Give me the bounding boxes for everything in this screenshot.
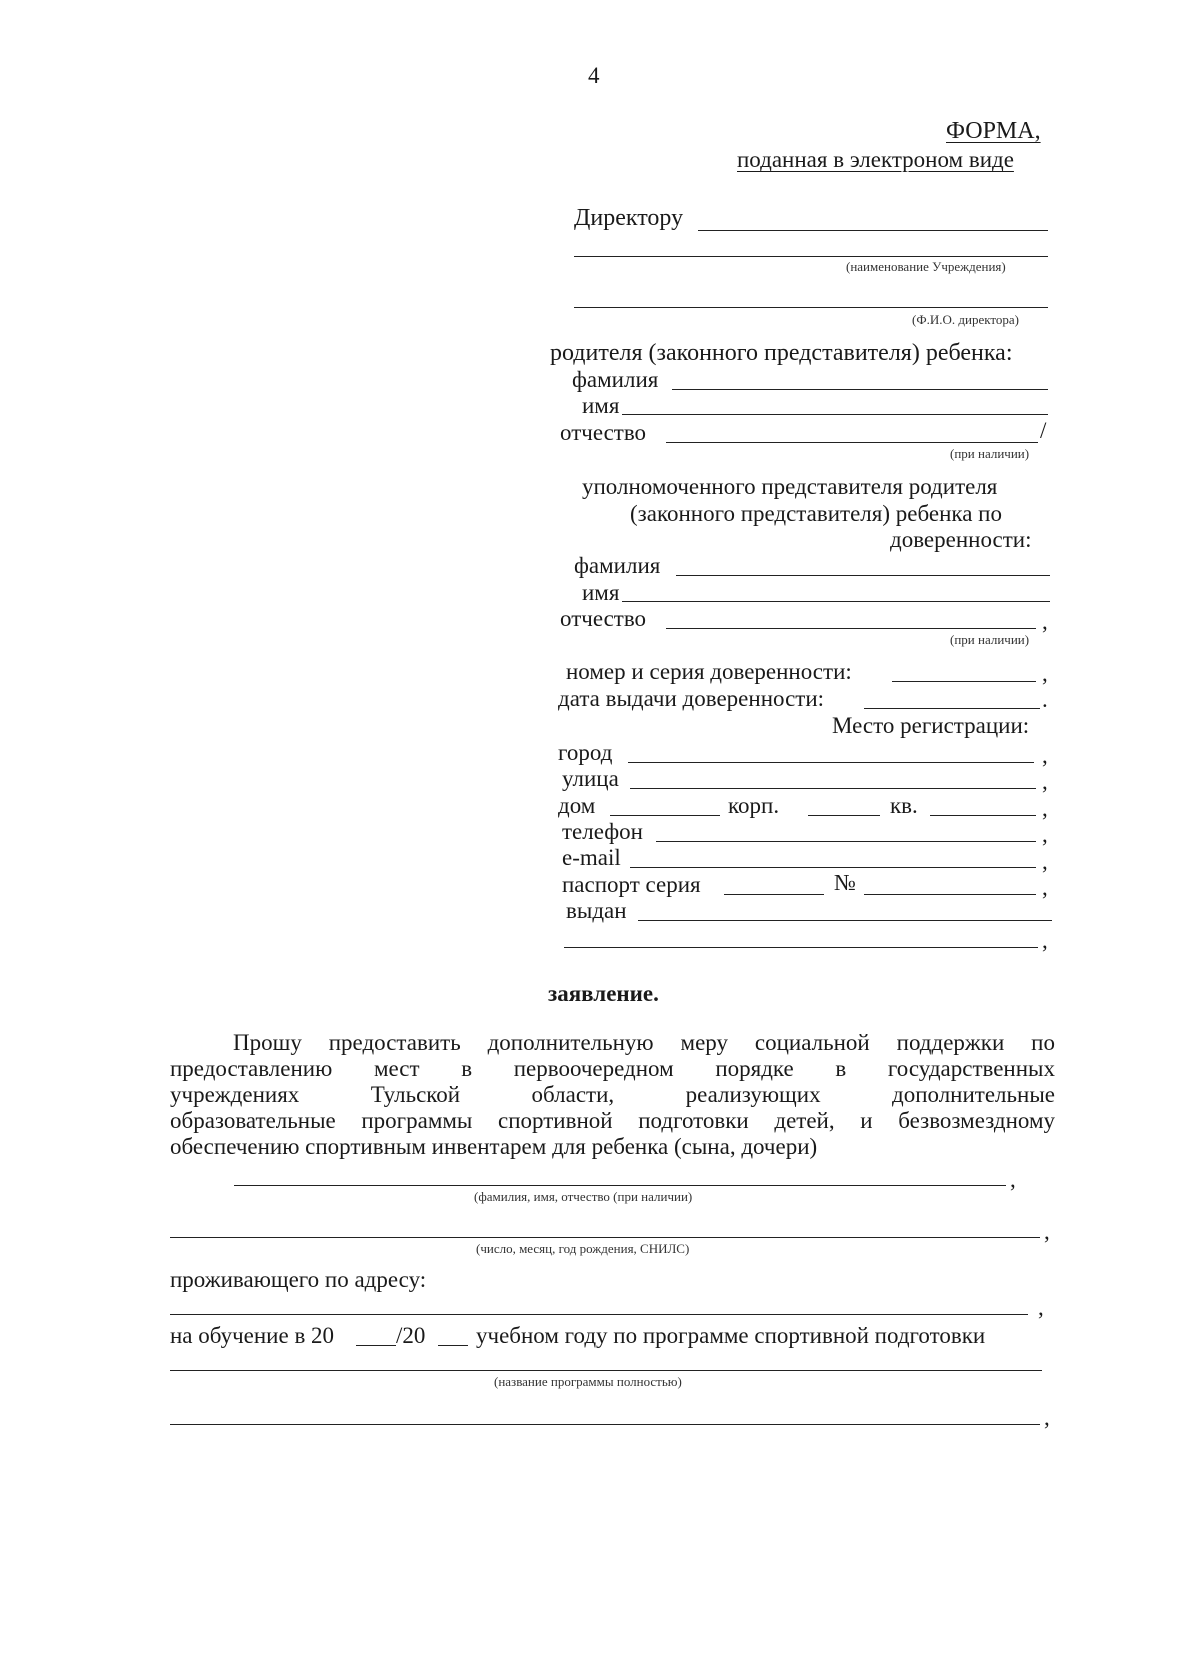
parent-surname-label: фамилия [572, 367, 659, 392]
program-name-comma: , [1044, 1405, 1050, 1430]
house-field[interactable] [610, 815, 720, 816]
issued-field[interactable] [638, 920, 1052, 921]
power-date-period: . [1042, 687, 1048, 712]
child-fio-field[interactable] [234, 1185, 1006, 1186]
issued-label: выдан [566, 898, 627, 923]
study-prefix: на обучение в 20 [170, 1323, 335, 1348]
parent-if-any-caption: (при наличии) [950, 446, 1030, 461]
power-number-label: номер и серия доверенности: [566, 659, 852, 684]
passport-comma: , [1042, 875, 1048, 900]
authorized-heading-3: доверенности: [890, 527, 1032, 552]
child-fio-caption: (фамилия, имя, отчество (при наличии) [474, 1189, 693, 1204]
parent-slash: / [1040, 418, 1047, 443]
statement-line-2: предоставлению мест в первоочередном порядке в государственных [170, 1056, 1055, 1081]
parent-patronymic-field[interactable] [666, 442, 1038, 443]
building-field[interactable] [808, 815, 880, 816]
passport-series-field[interactable] [724, 894, 824, 895]
authorized-surname-label: фамилия [574, 553, 661, 578]
street-label: улица [562, 766, 619, 791]
authorized-if-any-caption: (при наличии) [950, 632, 1030, 647]
city-comma: , [1042, 743, 1048, 768]
street-comma: , [1042, 769, 1048, 794]
director-fio-field[interactable] [574, 307, 1048, 308]
authorized-name-field[interactable] [622, 601, 1050, 602]
passport-series-label: паспорт серия [562, 872, 701, 897]
email-comma: , [1042, 849, 1048, 874]
child-fio-comma: , [1010, 1167, 1016, 1192]
statement-line-3: учреждениях Тульской области, реализующих дополнительные [170, 1082, 1055, 1107]
statement-title: заявление. [548, 981, 659, 1006]
statement-line-5: обеспечению спортивным инвентарем для ребенка (сына, дочери) [170, 1134, 818, 1159]
program-name-field[interactable] [170, 1370, 1042, 1371]
power-date-label: дата выдачи доверенности: [558, 686, 825, 711]
email-label: e-mail [562, 845, 621, 870]
address-comma: , [1038, 1295, 1044, 1320]
authorized-patronymic-field[interactable] [666, 628, 1036, 629]
authorized-heading-2: (законного представителя) ребенка по [630, 501, 1002, 526]
parent-patronymic-label: отчество [560, 420, 647, 445]
house-comma: , [1042, 796, 1048, 821]
study-suffix: учебном году по программе спортивной подготовки [476, 1323, 986, 1348]
program-name-caption: (название программы полностью) [494, 1374, 682, 1389]
address-field[interactable] [170, 1314, 1028, 1315]
issued-field-2[interactable] [564, 947, 1038, 948]
page-number: 4 [588, 63, 600, 88]
statement-line-1: Прошу предоставить дополнительную меру социальной поддержки по [233, 1030, 1055, 1055]
power-number-field[interactable] [892, 681, 1036, 682]
phone-comma: , [1042, 822, 1048, 847]
program-name-field-2[interactable] [170, 1424, 1040, 1425]
building-label: корп. [728, 793, 780, 818]
study-mid: /20 [396, 1323, 426, 1348]
passport-number-field[interactable] [864, 894, 1036, 895]
city-field[interactable] [628, 762, 1034, 763]
parent-surname-field[interactable] [672, 389, 1048, 390]
parent-name-label: имя [582, 393, 620, 418]
street-field[interactable] [630, 788, 1036, 789]
authorized-heading-1: уполномоченного представителя родителя [582, 474, 998, 499]
form-title: ФОРМА, [946, 118, 1041, 144]
phone-label: телефон [562, 819, 643, 844]
authorized-patronymic-comma: , [1042, 609, 1048, 634]
passport-number-sign: № [834, 870, 856, 895]
parent-heading: родителя (законного представителя) ребенка: [550, 340, 1013, 366]
email-field[interactable] [630, 867, 1036, 868]
director-field[interactable] [698, 230, 1048, 231]
birth-snils-field[interactable] [170, 1237, 1040, 1238]
institution-field[interactable] [574, 256, 1048, 257]
director-label: Директору [574, 205, 684, 231]
study-year-end-field[interactable] [438, 1345, 468, 1346]
form-subtitle: поданная в электроном виде [737, 147, 1014, 172]
issued-comma: , [1042, 928, 1048, 953]
registration-heading: Место регистрации: [832, 713, 1030, 738]
authorized-patronymic-label: отчество [560, 606, 647, 631]
living-at-label: проживающего по адресу: [170, 1267, 427, 1292]
phone-field[interactable] [656, 841, 1036, 842]
apartment-field[interactable] [930, 815, 1036, 816]
birth-snils-caption: (число, месяц, год рождения, СНИЛС) [476, 1241, 690, 1256]
institution-caption: (наименование Учреждения) [846, 259, 1006, 274]
authorized-surname-field[interactable] [676, 575, 1050, 576]
authorized-name-label: имя [582, 580, 620, 605]
house-label: дом [558, 793, 596, 818]
power-number-comma: , [1042, 661, 1048, 686]
birth-snils-comma: , [1044, 1219, 1050, 1244]
director-fio-caption: (Ф.И.О. директора) [912, 312, 1019, 327]
power-date-field[interactable] [864, 708, 1040, 709]
parent-name-field[interactable] [622, 414, 1048, 415]
study-year-start-field[interactable] [356, 1345, 396, 1346]
city-label: город [558, 740, 613, 765]
statement-line-4: образовательные программы спортивной подготовки детей, и безвозмездному [170, 1108, 1055, 1133]
apartment-label: кв. [890, 793, 918, 818]
